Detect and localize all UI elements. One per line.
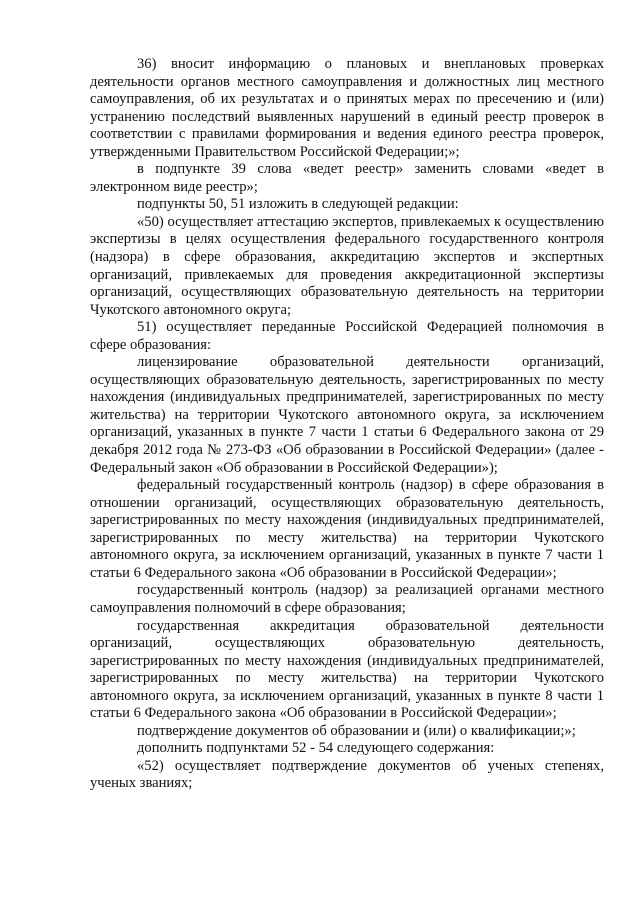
paragraph-add-52-54: дополнить подпунктами 52 - 54 следующего содержания:	[137, 740, 495, 757]
paragraph-amend-50-51: подпункты 50, 51 изложить в следующей редакции:	[137, 196, 459, 213]
paragraph-item-50: «50) осуществляет аттестацию экспертов, привлекаемых к осуществлению экспертизы в целях осуществления федерального государственного контроля (надзора) в сфере образования, аккредитацию экспертов и экспертных организаций, привлекаемых для проведения аккредитационной экспертизы организаций, осуществляющих образовательную деятельность на территории Чукотского автономного округа;	[90, 213, 604, 318]
paragraph-federal-control: федеральный государственный контроль (надзор) в сфере образования в отношении организаций, осуществляющих образовательную деятельность, зарегистрированных по месту нахождения (индивидуальных предпринимателей, зарегистрированных по месту жительства) на территории Чукотского автономного округа, за исключением организаций, указанных в пункте 7 части 1 статьи 6 Федерального закона «Об образовании в Российской Федерации»;	[90, 477, 604, 581]
paragraph-item-36: 36) вносит информацию о плановых и внеплановых проверках деятельности органов местного самоуправления и должностных лиц местного самоуправления, об их результатах и о принятых мерах по пресечению и (или) устранению последствий выявленных нарушений в единый реестр проверок в соответствии с правилами формирования и ведения единого реестра проверок, утвержденными Правительством Российской Федерации;»;	[90, 56, 604, 160]
paragraph-licensing: лицензирование образовательной деятельности организаций, осуществляющих образовательную деятельность, зарегистрированных по месту нахождения (индивидуальных предпринимателей, зарегистрированных по месту жительства) на территории Чукотского автономного округа, за исключением организаций, указанных в пункте 7 части 1 статьи 6 Федерального закона от 29 декабря 2012 года № 273-ФЗ «Об образовании в Российской Федерации» (далее - Федеральный закон «Об образовании в Российской Федерации»);	[90, 354, 604, 476]
paragraph-item-51: 51) осуществляет переданные Российской Федерацией полномочия в сфере образования:	[90, 319, 604, 353]
paragraph-amend-39: в подпункте 39 слова «ведет реестр» заменить словами «ведет в электронном виде реестр»;	[90, 161, 604, 195]
document-page	[90, 56, 604, 793]
paragraph-state-control: государственный контроль (надзор) за реализацией органами местного самоуправления полномочий в сфере образования;	[90, 582, 604, 616]
paragraph-accreditation: государственная аккредитация образовательной деятельности организаций, осуществляющих образовательную деятельность, зарегистрированных по месту нахождения (индивидуальных предпринимателей, зарегистрированных по месту жительства) на территории Чукотского автономного округа, за исключением организаций, указанных в пункте 8 части 1 статьи 6 Федерального закона «Об образовании в Российской Федерации»;	[90, 617, 604, 722]
paragraph-confirmation: подтверждение документов об образовании и (или) о квалификации;»;	[137, 722, 576, 739]
paragraph-item-52: «52) осуществляет подтверждение документов об ученых степенях, ученых званиях;	[90, 757, 604, 792]
